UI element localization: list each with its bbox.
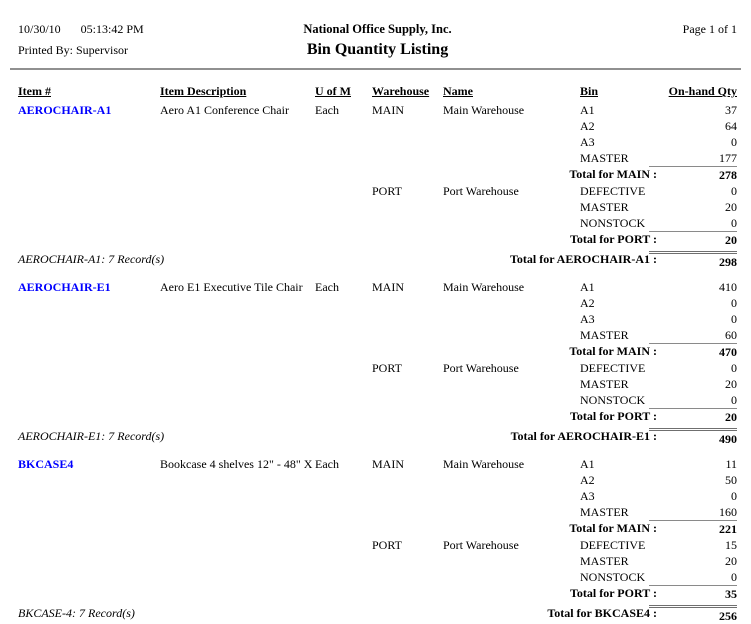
- header-divider: [10, 68, 741, 70]
- empty-cell: [160, 183, 315, 199]
- warehouse-name: Main Warehouse: [443, 280, 525, 294]
- bin-qty: 15: [725, 538, 737, 552]
- bin-row: [18, 376, 737, 392]
- empty-cell: [160, 392, 315, 408]
- column-header-warehouse-label: Warehouse: [372, 84, 430, 98]
- empty-cell: [443, 553, 565, 569]
- bin-row: [18, 360, 737, 376]
- empty-cell: [160, 327, 315, 343]
- warehouse-total-label: Total for MAIN :: [569, 167, 657, 181]
- item-description: Bookcase 4 shelves 12" - 48" X: [160, 457, 313, 471]
- bin-name: A1: [580, 280, 595, 294]
- empty-cell: [443, 569, 565, 585]
- empty-cell: [443, 118, 565, 134]
- empty-cell: [18, 376, 160, 392]
- bin-qty: 60: [725, 328, 737, 342]
- column-header-bin: [565, 83, 657, 99]
- empty-cell: [315, 327, 372, 343]
- bin-qty: 11: [725, 457, 737, 471]
- warehouse-total-row: [18, 585, 737, 602]
- empty-cell: [443, 472, 565, 488]
- item-total-value: 298: [649, 251, 737, 270]
- empty-cell: [18, 537, 160, 553]
- column-header-qty: [657, 83, 737, 99]
- bin-row: [18, 295, 737, 311]
- empty-cell: [372, 376, 443, 392]
- empty-cell: [160, 553, 315, 569]
- empty-cell: [443, 134, 565, 150]
- company-name: National Office Supply, Inc.: [303, 22, 452, 36]
- column-header-uom-label: U of M: [315, 84, 351, 98]
- empty-cell: [315, 488, 372, 504]
- column-header-qty-label: On-hand Qty: [668, 84, 737, 98]
- record-count: AEROCHAIR-A1: 7 Record(s): [18, 252, 165, 266]
- empty-cell: [18, 295, 160, 311]
- bin-qty: 0: [731, 570, 737, 584]
- bin-name: NONSTOCK: [580, 216, 646, 230]
- record-count: AEROCHAIR-E1: 7 Record(s): [18, 429, 165, 443]
- bin-name: NONSTOCK: [580, 393, 646, 407]
- bin-row: [18, 102, 737, 118]
- warehouse-total-value: 20: [649, 408, 737, 425]
- empty-cell: [372, 134, 443, 150]
- bin-name: NONSTOCK: [580, 570, 646, 584]
- warehouse-code: MAIN: [372, 457, 404, 471]
- warehouse-total-row: [18, 343, 737, 360]
- bin-name: MASTER: [580, 377, 629, 391]
- empty-cell: [160, 376, 315, 392]
- empty-cell: [372, 392, 443, 408]
- empty-cell: [315, 472, 372, 488]
- empty-cell: [18, 215, 160, 231]
- bin-qty: 0: [731, 312, 737, 326]
- warehouse-total-label: Total for PORT :: [569, 586, 657, 600]
- warehouse-code: PORT: [372, 538, 402, 552]
- item-total-label: Total for BKCASE4 :: [547, 606, 657, 620]
- empty-cell: [315, 183, 372, 199]
- bin-qty: 160: [719, 505, 737, 519]
- empty-cell: [372, 118, 443, 134]
- warehouse-total-row: [18, 231, 737, 248]
- item-total-value: 490: [649, 428, 737, 447]
- item-number-link[interactable]: BKCASE4: [18, 457, 74, 471]
- bin-qty: 20: [725, 200, 737, 214]
- item-description: Aero E1 Executive Tile Chair: [160, 280, 303, 294]
- warehouse-total-label: Total for MAIN :: [569, 521, 657, 535]
- empty-cell: [372, 327, 443, 343]
- empty-cell: [372, 504, 443, 520]
- item-total-value: 256: [649, 605, 737, 624]
- warehouse-total-row: [18, 408, 737, 425]
- bin-qty: 0: [731, 216, 737, 230]
- empty-cell: [315, 118, 372, 134]
- item-description: Aero A1 Conference Chair: [160, 103, 289, 117]
- warehouse-total-value: 221: [649, 520, 737, 537]
- column-header-warehouse: [372, 83, 443, 99]
- report-header: [18, 20, 737, 66]
- empty-cell: [160, 504, 315, 520]
- page-number: Page 1 of 1: [682, 22, 737, 36]
- uom-value: Each: [315, 103, 339, 117]
- empty-cell: [160, 472, 315, 488]
- bin-qty: 20: [725, 554, 737, 568]
- bin-row: [18, 488, 737, 504]
- empty-cell: [372, 150, 443, 166]
- column-header-uom: [315, 83, 372, 99]
- column-header-description-label: Item Description: [160, 84, 247, 98]
- empty-cell: [443, 150, 565, 166]
- empty-cell: [160, 199, 315, 215]
- empty-cell: [160, 150, 315, 166]
- empty-cell: [315, 392, 372, 408]
- empty-cell: [372, 472, 443, 488]
- bin-row: [18, 134, 737, 150]
- report-body: [18, 102, 737, 624]
- empty-cell: [315, 311, 372, 327]
- warehouse-name: Main Warehouse: [443, 103, 525, 117]
- column-header-row: [18, 83, 737, 99]
- empty-cell: [372, 488, 443, 504]
- item-total-row: [18, 251, 737, 270]
- warehouse-total-value: 470: [649, 343, 737, 360]
- bin-row: [18, 327, 737, 343]
- empty-cell: [18, 360, 160, 376]
- warehouse-code: PORT: [372, 361, 402, 375]
- bin-name: A1: [580, 103, 595, 117]
- empty-cell: [443, 199, 565, 215]
- bin-qty: 410: [719, 280, 737, 294]
- empty-cell: [18, 199, 160, 215]
- bin-name: DEFECTIVE: [580, 538, 646, 552]
- bin-qty: 177: [719, 151, 737, 165]
- empty-cell: [443, 327, 565, 343]
- bin-qty: 50: [725, 473, 737, 487]
- bin-qty: 37: [725, 103, 737, 117]
- report-time: 05:13:42 PM: [80, 22, 144, 36]
- empty-cell: [18, 134, 160, 150]
- warehouse-total-value: 35: [649, 585, 737, 602]
- empty-cell: [372, 311, 443, 327]
- column-header-description: [160, 83, 315, 99]
- report-title: Bin Quantity Listing: [306, 41, 449, 58]
- empty-cell: [18, 118, 160, 134]
- column-header-item: [18, 83, 160, 99]
- empty-cell: [18, 311, 160, 327]
- empty-cell: [315, 376, 372, 392]
- header-line-2: [18, 40, 737, 66]
- uom-value: Each: [315, 457, 339, 471]
- bin-name: DEFECTIVE: [580, 361, 646, 375]
- bin-qty: 0: [731, 361, 737, 375]
- bin-row: [18, 311, 737, 327]
- bin-name: A3: [580, 135, 595, 149]
- empty-cell: [443, 311, 565, 327]
- empty-cell: [315, 134, 372, 150]
- bin-qty: 20: [725, 377, 737, 391]
- bin-qty: 0: [731, 393, 737, 407]
- item-total-label: Total for AEROCHAIR-E1 :: [510, 429, 657, 443]
- item-total-row: [18, 428, 737, 447]
- warehouse-code: MAIN: [372, 280, 404, 294]
- bin-row: [18, 456, 737, 472]
- bin-row: [18, 215, 737, 231]
- empty-cell: [160, 488, 315, 504]
- empty-cell: [315, 360, 372, 376]
- empty-cell: [18, 183, 160, 199]
- bin-qty: 0: [731, 296, 737, 310]
- empty-cell: [18, 569, 160, 585]
- column-header-bin-label: Bin: [580, 84, 599, 98]
- empty-cell: [160, 118, 315, 134]
- empty-cell: [372, 199, 443, 215]
- item-number-link[interactable]: AEROCHAIR-E1: [18, 280, 111, 294]
- bin-row: [18, 537, 737, 553]
- bin-name: A1: [580, 457, 595, 471]
- warehouse-code: MAIN: [372, 103, 404, 117]
- bin-name: MASTER: [580, 554, 629, 568]
- printed-by: Printed By: Supervisor: [18, 43, 128, 57]
- column-header-item-label: Item #: [18, 84, 51, 98]
- uom-value: Each: [315, 280, 339, 294]
- warehouse-name: Port Warehouse: [443, 184, 519, 198]
- bin-qty: 64: [725, 119, 737, 133]
- header-line-1: [18, 20, 737, 40]
- empty-cell: [160, 537, 315, 553]
- bin-row: [18, 472, 737, 488]
- empty-cell: [443, 488, 565, 504]
- empty-cell: [315, 569, 372, 585]
- empty-cell: [160, 295, 315, 311]
- column-header-name: [443, 83, 565, 99]
- bin-row: [18, 118, 737, 134]
- empty-cell: [315, 504, 372, 520]
- bin-row: [18, 199, 737, 215]
- empty-cell: [372, 215, 443, 231]
- item-number-link[interactable]: AEROCHAIR-A1: [18, 103, 112, 117]
- bin-name: A2: [580, 119, 595, 133]
- empty-cell: [18, 488, 160, 504]
- empty-cell: [160, 134, 315, 150]
- bin-row: [18, 279, 737, 295]
- empty-cell: [372, 295, 443, 311]
- empty-cell: [18, 504, 160, 520]
- bin-name: A2: [580, 296, 595, 310]
- empty-cell: [443, 504, 565, 520]
- empty-cell: [160, 311, 315, 327]
- empty-cell: [443, 392, 565, 408]
- bin-row: [18, 553, 737, 569]
- empty-cell: [315, 199, 372, 215]
- warehouse-name: Port Warehouse: [443, 538, 519, 552]
- bin-name: MASTER: [580, 505, 629, 519]
- bin-qty: 0: [731, 135, 737, 149]
- bin-row: [18, 183, 737, 199]
- warehouse-name: Port Warehouse: [443, 361, 519, 375]
- empty-cell: [18, 327, 160, 343]
- warehouse-total-label: Total for MAIN :: [569, 344, 657, 358]
- bin-qty: 0: [731, 489, 737, 503]
- bin-qty: 0: [731, 184, 737, 198]
- warehouse-name: Main Warehouse: [443, 457, 525, 471]
- bin-name: MASTER: [580, 328, 629, 342]
- warehouse-total-row: [18, 520, 737, 537]
- bin-row: [18, 150, 737, 166]
- empty-cell: [372, 553, 443, 569]
- empty-cell: [160, 215, 315, 231]
- item-total-label: Total for AEROCHAIR-A1 :: [509, 252, 657, 266]
- empty-cell: [18, 150, 160, 166]
- bin-name: A3: [580, 312, 595, 326]
- warehouse-total-label: Total for PORT :: [569, 232, 657, 246]
- bin-name: DEFECTIVE: [580, 184, 646, 198]
- warehouse-code: PORT: [372, 184, 402, 198]
- empty-cell: [372, 569, 443, 585]
- column-header-name-label: Name: [443, 84, 473, 98]
- bin-row: [18, 504, 737, 520]
- bin-name: MASTER: [580, 200, 629, 214]
- empty-cell: [315, 537, 372, 553]
- empty-cell: [160, 569, 315, 585]
- empty-cell: [315, 150, 372, 166]
- empty-cell: [315, 215, 372, 231]
- record-count: BKCASE-4: 7 Record(s): [18, 606, 135, 620]
- warehouse-total-value: 278: [649, 166, 737, 183]
- empty-cell: [18, 472, 160, 488]
- empty-cell: [18, 553, 160, 569]
- bin-row: [18, 392, 737, 408]
- bin-name: A2: [580, 473, 595, 487]
- empty-cell: [443, 376, 565, 392]
- bin-row: [18, 569, 737, 585]
- empty-cell: [18, 392, 160, 408]
- empty-cell: [315, 295, 372, 311]
- warehouse-total-value: 20: [649, 231, 737, 248]
- empty-cell: [443, 295, 565, 311]
- empty-cell: [160, 360, 315, 376]
- bin-name: A3: [580, 489, 595, 503]
- warehouse-total-label: Total for PORT :: [569, 409, 657, 423]
- warehouse-total-row: [18, 166, 737, 183]
- bin-name: MASTER: [580, 151, 629, 165]
- empty-cell: [443, 215, 565, 231]
- report-date: 10/30/10: [18, 22, 61, 36]
- empty-cell: [315, 553, 372, 569]
